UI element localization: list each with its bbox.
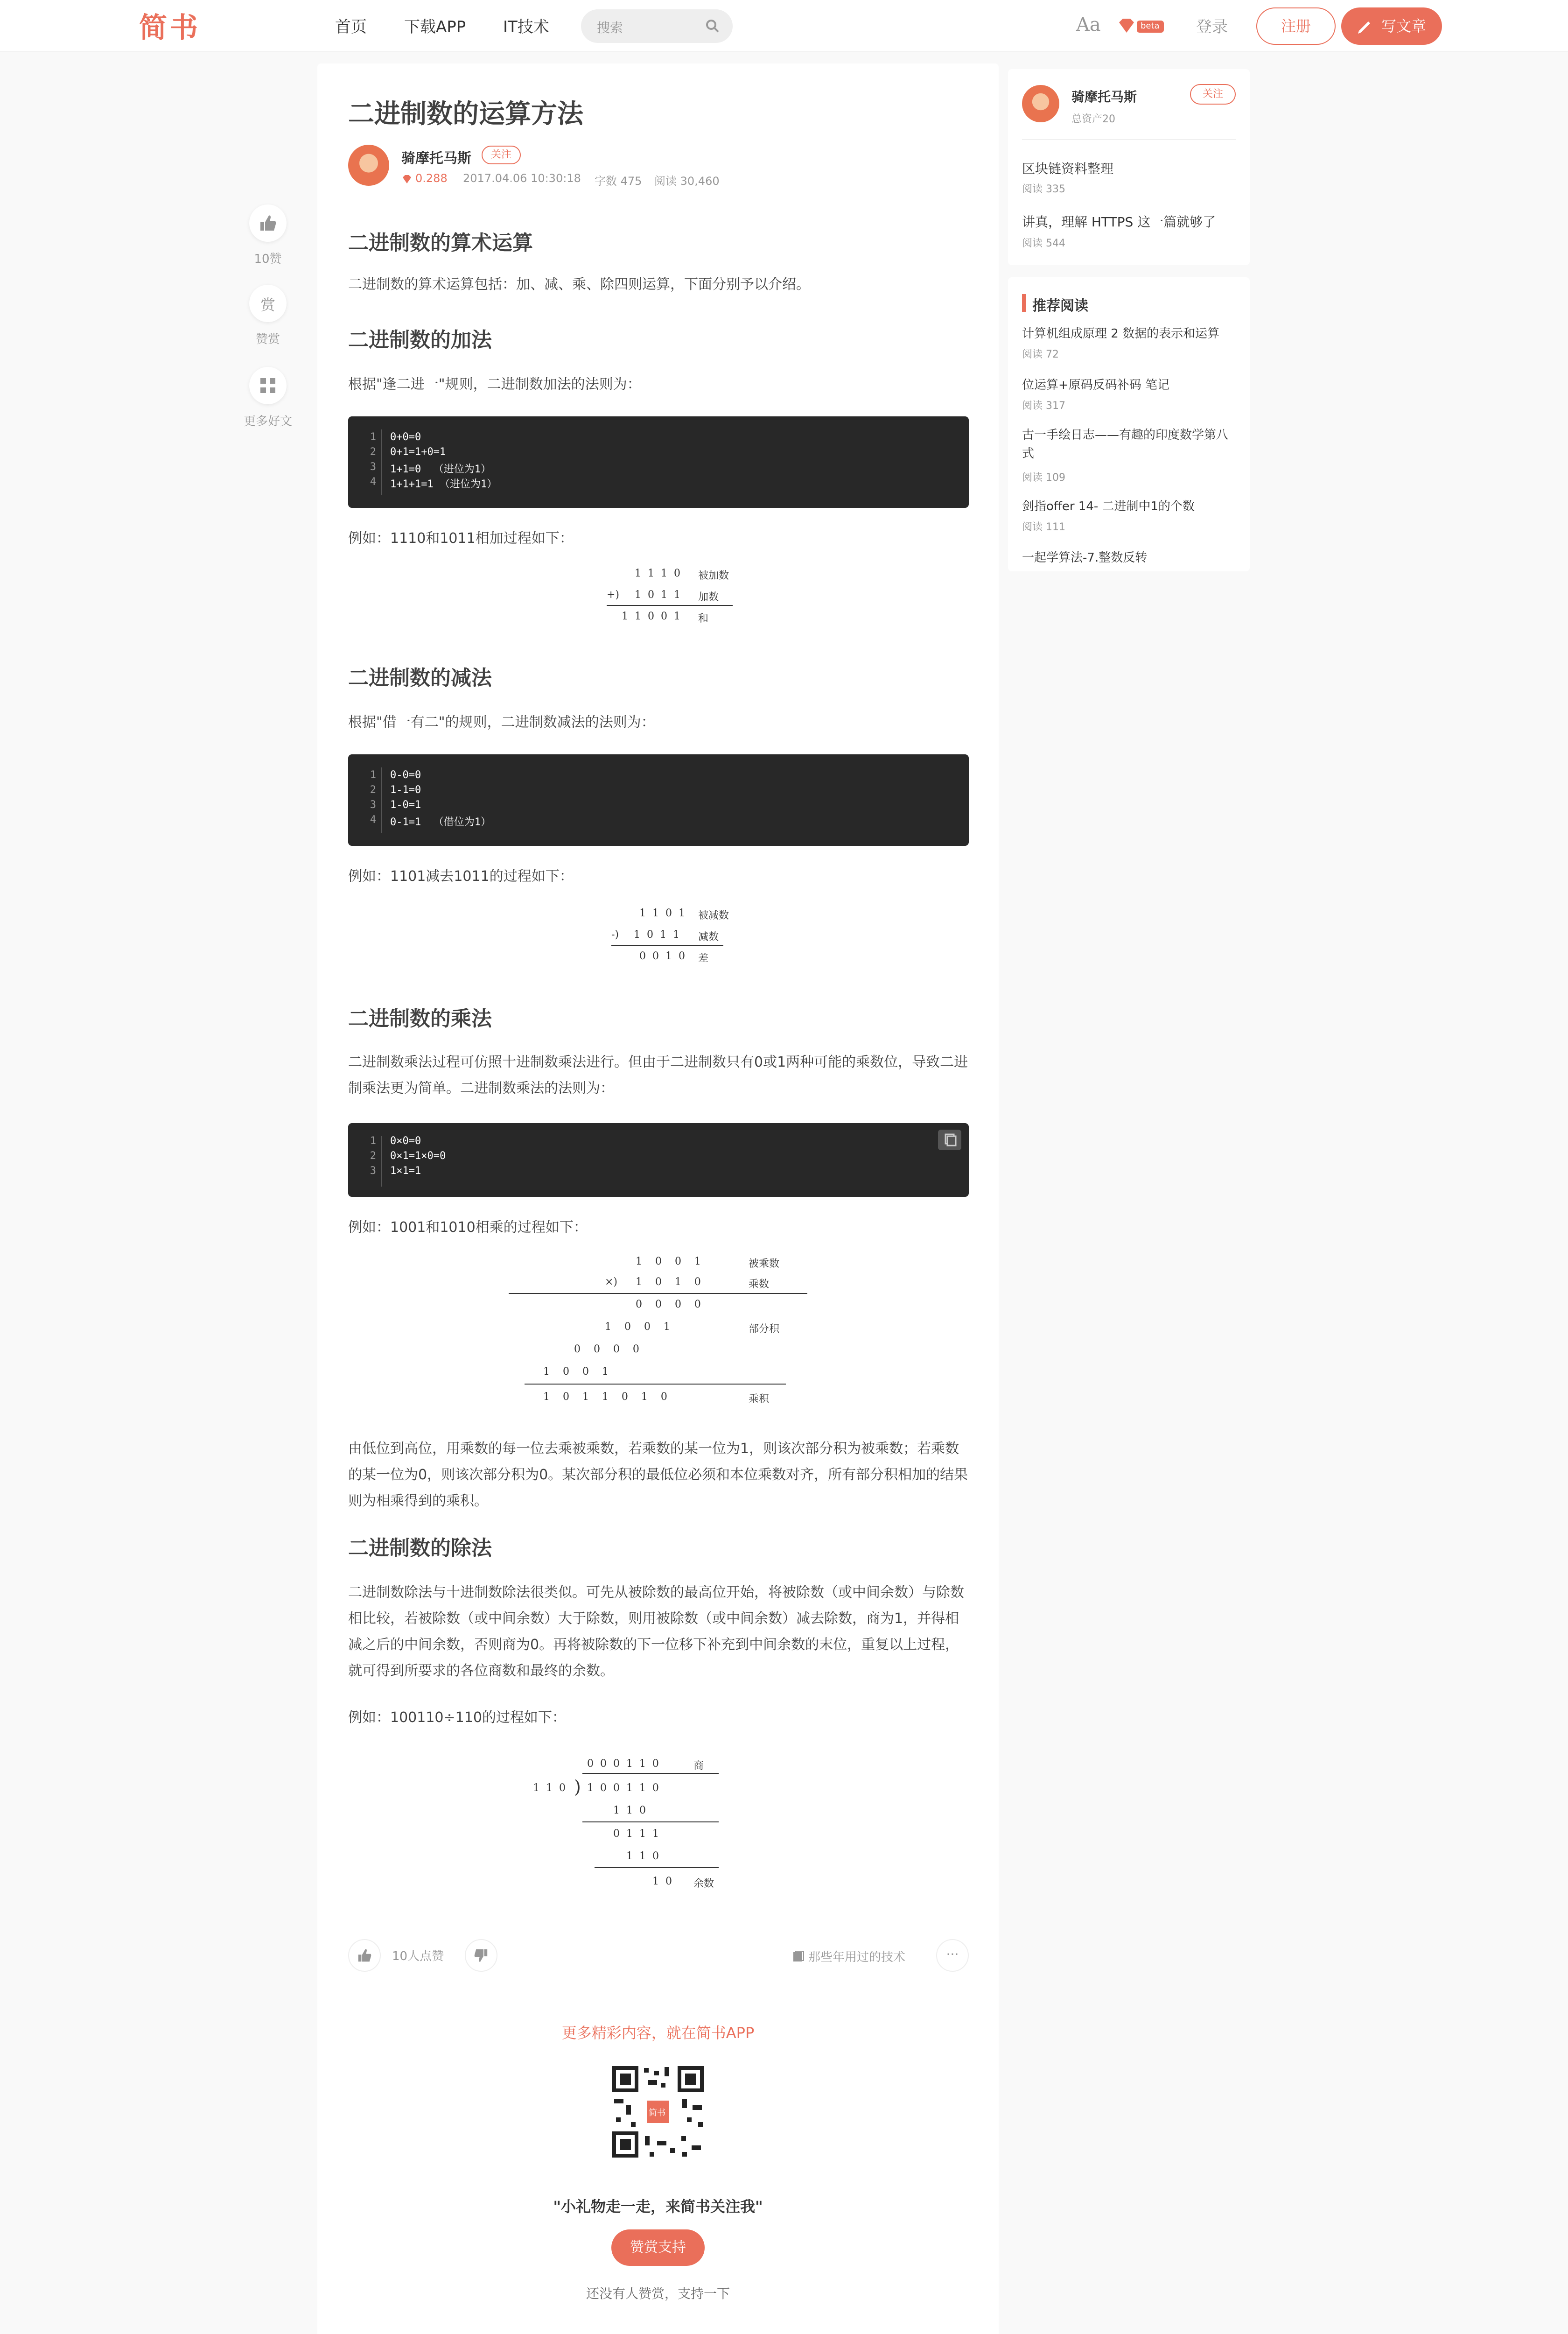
code-line: 0×1=1×0=0: [390, 1150, 446, 1162]
reward-quote: "小礼物走一走，来简书关注我": [553, 2198, 763, 2215]
operator: ×): [605, 1276, 618, 1288]
code-line: 0+0=0: [390, 431, 421, 443]
grid-icon: [249, 367, 287, 404]
author-avatar[interactable]: [1022, 85, 1059, 122]
partial-product-row: 0 0 0 0: [574, 1343, 639, 1355]
search-icon[interactable]: [703, 17, 722, 35]
minuend-row: 1 1 0 1: [639, 907, 685, 919]
sidebar-rec-title[interactable]: 剑指offer 14- 二进制中1的个数: [1022, 499, 1195, 513]
row-label: 被加数: [698, 570, 729, 582]
operator: -): [611, 929, 619, 941]
row-label: 加数: [698, 591, 719, 603]
paragraph: 例如：1001和1010相乘的过程如下：: [348, 1219, 588, 1236]
register-button[interactable]: 注册: [1256, 7, 1336, 45]
reward-support-button[interactable]: 赞赏支持: [611, 2229, 705, 2266]
row-label: 减数: [698, 931, 719, 943]
sidebar-author-name[interactable]: 骑摩托马斯: [1071, 89, 1137, 105]
search-box[interactable]: [581, 9, 733, 43]
article-title: 二进制数的运算方法: [348, 99, 583, 129]
code-block-subtraction: 1 0-0=0 2 1-1=0 3 1-0=1 4 0-1=1 （借位为1）: [348, 754, 969, 846]
font-size-toggle[interactable]: Aa: [1076, 14, 1101, 35]
search-placeholder: 搜索: [597, 20, 623, 35]
pen-icon: [1357, 19, 1371, 34]
row-label: 部分积: [749, 1323, 780, 1335]
qr-code: [612, 2066, 704, 2158]
multiplicand-row: 1 0 0 1: [636, 1256, 701, 1267]
publish-date: 2017.04.06 10:30:18: [463, 172, 581, 185]
row-label: 余数: [693, 1878, 714, 1890]
float-reward-label: 赞赏: [255, 332, 280, 346]
sidebar-rec-reads: 阅读 109: [1022, 472, 1065, 484]
app-promo-text[interactable]: 更多精彩内容，就在简书APP: [561, 2024, 755, 2042]
code-line: 0+1=1+0=1: [390, 446, 446, 458]
division-figure: 0 0 0 1 1 0 商 1 1 0 ) 1 0 0 1 1 0 1 1 0 0 1 1 1 1 1 0 1 0 余数: [533, 1758, 794, 1963]
sidebar-rec-reads: 阅读 317: [1022, 400, 1065, 412]
subtraction-step: 0 1 1 1: [613, 1828, 659, 1840]
sidebar-rec-title[interactable]: 计算机组成原理 2 数据的表示和运算: [1022, 327, 1220, 341]
sidebar-post-reads: 阅读 335: [1022, 183, 1065, 195]
float-like-button[interactable]: [249, 204, 287, 242]
sidebar-rec-title[interactable]: 古一手绘日志——有趣的印度数学第八式: [1022, 428, 1229, 461]
qr-logo-text: 简书: [649, 2108, 665, 2118]
sidebar-post-title[interactable]: 讲真，理解 HTTPS 这一篇就够了: [1022, 214, 1216, 230]
write-article-button[interactable]: [1341, 7, 1442, 45]
subtraction-step: 1 1 0: [626, 1850, 659, 1862]
float-reward-button[interactable]: [249, 285, 287, 322]
like-button[interactable]: [348, 1939, 381, 1972]
subtrahend-row: 1 0 1 1: [634, 929, 679, 941]
section-heading: 二进制数的加法: [348, 328, 492, 352]
thumb-up-icon: [349, 1940, 380, 1971]
sum-row: 1 1 0 0 1: [622, 611, 680, 622]
sidebar-recommend-title: 推荐阅读: [1032, 298, 1088, 314]
row-label: 商: [693, 1760, 704, 1772]
subtraction-figure: [579, 907, 747, 968]
multiplication-figure: [509, 1256, 817, 1433]
product-row: 1 0 1 1 0 1 0: [543, 1391, 667, 1403]
dislike-button[interactable]: [465, 1939, 497, 1972]
no-reward-text: 还没有人赞赏，支持一下: [586, 2286, 730, 2301]
collection-link[interactable]: 那些年用过的技术: [808, 1950, 906, 1964]
sidebar-post-reads: 阅读 544: [1022, 238, 1065, 249]
more-button[interactable]: ···: [936, 1939, 969, 1972]
paragraph: 由低位到高位，用乘数的每一位去乘被乘数，若乘数的某一位为1，则该次部分积为被乘数；若乘数的某一位为0，则该次部分积为0。某次部分积的最低位必须和本位乘数对齐，所有部分积相加的结果则为相乘得到的乘积。: [348, 1441, 968, 1509]
sidebar-recommend-card: [1008, 277, 1250, 571]
code-line: 0-0=0: [390, 769, 421, 781]
dividend: 1 0 0 1 1 0: [587, 1782, 659, 1794]
float-more-label: 更多好文: [243, 415, 292, 429]
paragraph: 例如：100110÷110的过程如下：: [348, 1709, 566, 1726]
top-header: [0, 0, 1568, 52]
sidebar-post-title[interactable]: 区块链资料整理: [1022, 161, 1114, 176]
partial-product-row: 1 0 0 1: [605, 1321, 670, 1333]
section-heading: 二进制数的乘法: [348, 1007, 492, 1031]
section-heading: 二进制数的算术运算: [348, 231, 533, 255]
difference-row: 0 0 1 0: [639, 950, 685, 962]
like-count[interactable]: 10人点赞: [392, 1949, 444, 1963]
copy-icon[interactable]: [938, 1130, 961, 1150]
addition-figure: [579, 568, 747, 628]
paragraph: 二进制数除法与十进制数除法很类似。可先从被除数的最高位开始，将被除数（或中间余数）与除数相比较，若被除数（或中间余数）大于除数，则用被除数（或中间余数）减去除数，商为1，并得相减之后的中间余数，否则商为0。再将被除数的下一位移下补充到中间余数的末位，重复以上过程，就可得到所要求的各位商数和最终的余数。: [348, 1584, 964, 1679]
addend-row: 1 1 1 0: [635, 568, 680, 579]
nav-download-app[interactable]: 下载APP: [404, 18, 466, 36]
paragraph: 根据"逢二进一"规则，二进制数加法的法则为：: [348, 376, 641, 393]
beta-badge[interactable]: [1116, 17, 1165, 35]
nav-home[interactable]: 首页: [335, 18, 367, 36]
partial-product-row: 0 0 0 0: [636, 1299, 701, 1310]
word-count: 字数 475: [595, 175, 642, 188]
row-label: 差: [698, 953, 709, 964]
paragraph: 根据"借一有二"的规则，二进制数减法的法则为：: [348, 714, 655, 731]
code-line: 1+1+1=1 （进位为1）: [390, 478, 497, 490]
collection-icon: [792, 1950, 805, 1962]
thumb-up-icon: [249, 204, 287, 242]
code-line: 1-1=0: [390, 784, 421, 796]
multiplier-row: 1 0 1 0: [636, 1276, 701, 1288]
reward-icon: 赏: [260, 296, 276, 314]
float-like-count: 10赞: [254, 252, 282, 266]
read-count: 阅读 30,460: [654, 175, 720, 188]
addend-row: 1 0 1 1: [635, 589, 680, 601]
code-line: 1+1=0 （进位为1）: [390, 464, 491, 475]
beta-label: beta: [1141, 21, 1160, 31]
sidebar-follow-button[interactable]: 关注: [1190, 84, 1236, 105]
diamond-icon: [401, 174, 413, 185]
author-name[interactable]: 骑摩托马斯: [401, 150, 471, 167]
float-more-button[interactable]: [249, 367, 287, 404]
follow-button[interactable]: 关注: [482, 146, 521, 164]
paragraph: 二进制数乘法过程可仿照十进制数乘法进行。但由于二进制数只有0或1两种可能的乘数位，导致二进制乘法更为简单。二进制数乘法的法则为：: [348, 1054, 968, 1097]
sidebar-author-assets: 总资产20: [1071, 113, 1115, 125]
quotient-row: 0 0 0 1 1 0: [587, 1758, 659, 1770]
sidebar-rec-reads: 阅读 72: [1022, 349, 1059, 360]
jianshu-logo[interactable]: 简书: [139, 12, 201, 44]
write-article-label: 写文章: [1381, 17, 1427, 35]
paragraph: 二进制数的算术运算包括：加、减、乘、除四则运算，下面分别予以介绍。: [348, 276, 810, 293]
diamond-count: 0.288: [415, 172, 448, 185]
sidebar-rec-reads: 阅读 111: [1022, 521, 1065, 533]
partial-product-row: 1 0 0 1: [543, 1366, 609, 1378]
row-label: 和: [698, 613, 709, 625]
paragraph: 例如：1110和1011相加过程如下：: [348, 530, 574, 547]
sidebar-rec-title[interactable]: 位运算+原码反码补码 笔记: [1022, 378, 1170, 392]
article-card: [317, 63, 999, 2334]
divisor: 1 1 0: [533, 1782, 566, 1794]
code-block-addition: 1 0+0=0 2 0+1=1+0=1 3 1+1=0 （进位为1） 4 1+1+1=1 （进位为1）: [348, 416, 969, 508]
sidebar-author-card: [1008, 69, 1250, 265]
paragraph: 例如：1101减去1011的过程如下：: [348, 868, 574, 885]
code-line: 0×0=0: [390, 1135, 421, 1147]
thumb-down-icon: [466, 1940, 497, 1971]
row-label: 乘数: [749, 1279, 770, 1290]
code-block-multiplication: 1 0×0=0 2 0×1=1×0=0 3 1×1=1: [348, 1123, 969, 1197]
sidebar-rec-title[interactable]: 一起学算法-7.整数反转: [1022, 551, 1148, 565]
remainder: 1 0: [652, 1876, 672, 1887]
row-label: 乘积: [749, 1393, 770, 1405]
row-label: 被减数: [698, 910, 729, 921]
author-avatar[interactable]: [348, 145, 389, 186]
code-line: 1-0=1: [390, 799, 421, 811]
operator: +): [607, 589, 620, 601]
nav-it-tech[interactable]: IT技术: [503, 18, 549, 36]
row-label: 被乘数: [749, 1258, 780, 1270]
code-line: 0-1=1 （借位为1）: [390, 816, 491, 828]
subtraction-step: 1 1 0: [613, 1805, 646, 1816]
section-heading: 二进制数的减法: [348, 666, 492, 690]
section-heading: 二进制数的除法: [348, 1536, 492, 1560]
code-line: 1×1=1: [390, 1165, 421, 1177]
login-link[interactable]: 登录: [1196, 18, 1228, 36]
